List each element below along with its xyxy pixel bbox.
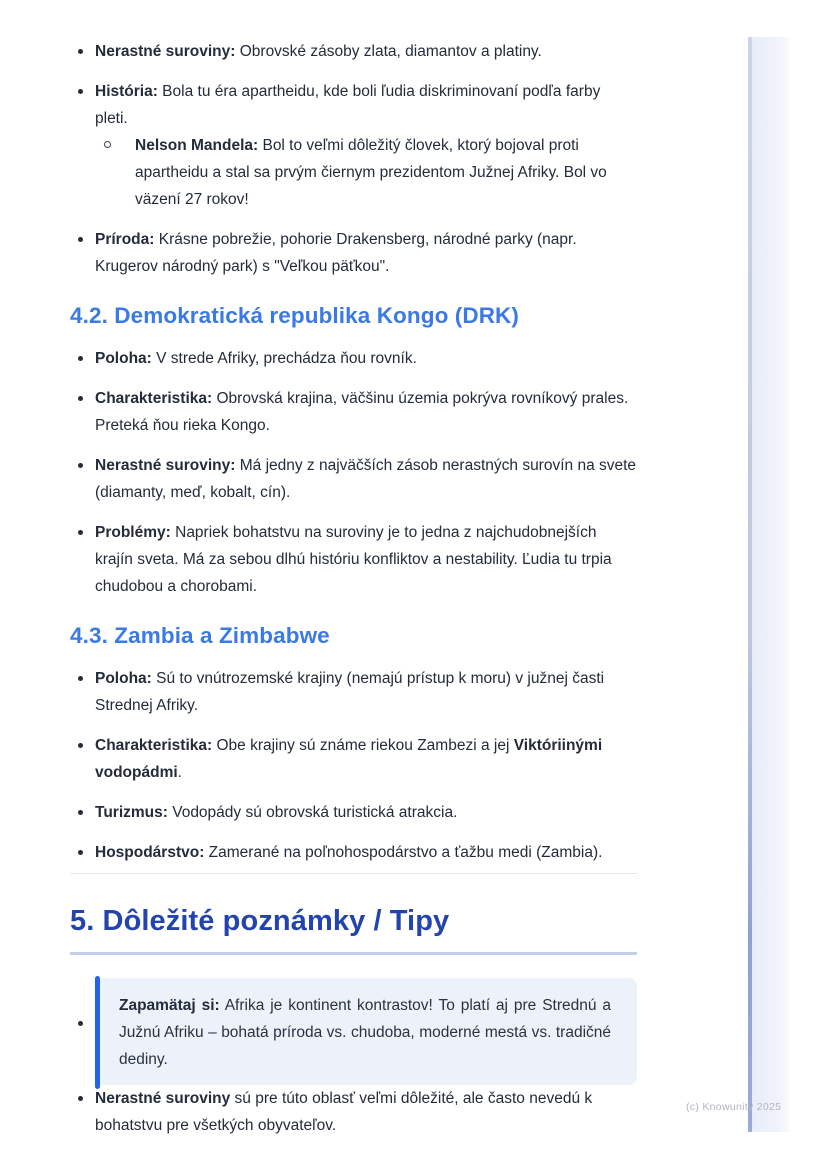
bold-label: Príroda:: [95, 231, 155, 248]
bullet-icon: [78, 463, 83, 468]
callout-accent-bar: [95, 976, 100, 1089]
text-run: Afrika je kontinent kontrastov! To platí aj pre Strednú a Južnú Afriku – bohatá príroda vs. chudoba, moderné mestá vs. tradičné dediny.: [119, 997, 611, 1068]
list-item-text: [95, 732, 637, 786]
bullet-list: [70, 38, 637, 280]
bullet-list: [70, 1085, 637, 1139]
bold-label: Problémy:: [95, 524, 171, 541]
callout-box: [95, 978, 637, 1085]
bullet-marker: [78, 226, 95, 242]
list-item: [70, 799, 637, 826]
list-item: [70, 665, 637, 719]
bullet-marker: [78, 78, 95, 94]
text-run: Krásne pobrežie, pohorie Drakensberg, národné parky (napr. Krugerov národný park) s "Veľkou päťkou".: [95, 231, 577, 275]
circle-bullet-icon: [104, 141, 111, 148]
list-item-text: [95, 452, 637, 506]
page-content: [70, 38, 637, 1139]
list-item-text: [95, 839, 637, 866]
list-item-text: [95, 385, 637, 439]
bold-label: Nelson Mandela:: [135, 137, 259, 154]
divider: [70, 873, 637, 874]
bullet-marker: [78, 1010, 95, 1026]
bullet-icon: [78, 89, 83, 94]
list-item-text: [95, 519, 637, 600]
bullet-marker: [78, 452, 95, 468]
sub-bullet-marker: [104, 132, 135, 148]
bullet-marker: [78, 799, 95, 815]
text-run: V strede Afriky, prechádza ňou rovník.: [151, 350, 417, 367]
bold-label: Poloha:: [95, 670, 152, 687]
section-heading: 4.3. Zambia a Zimbabwe: [70, 623, 330, 648]
list-item-text: [95, 38, 637, 65]
list-item: [70, 732, 637, 786]
text-run: Bola tu éra apartheidu, kde boli ľudia diskriminovaní podľa farby pleti.: [95, 83, 601, 127]
bullet-marker: [78, 519, 95, 535]
watermark: (c) Knowunity 2025: [686, 1101, 782, 1113]
bullet-icon: [78, 396, 83, 401]
bullet-marker: [78, 345, 95, 361]
text-run: Obe krajiny sú známe riekou Zambezi a jej: [212, 737, 514, 754]
text-run: Má jedny z najväčších zásob nerastných surovín na svete (diamanty, meď, kobalt, cín).: [95, 457, 637, 501]
section-heading: 4.2. Demokratická republika Kongo (DRK): [70, 303, 519, 328]
list-item: [70, 452, 637, 506]
text-run: Vodopády sú obrovská turistická atrakcia.: [167, 804, 458, 821]
text-run: Napriek bohatstvu na suroviny je to jedna z najchudobnejších krajín sveta. Má za sebou dlhú históriu konfliktov a nestability. Ľudia tu trpia chudobou a chorobami.: [95, 524, 612, 595]
chapter-heading: 5. Dôležité poznámky / Tipy: [70, 903, 637, 955]
bold-label: Nerastné suroviny: [95, 1090, 231, 1107]
text-run: Zamerané na poľnohospodárstvo a ťažbu medi (Zambia).: [204, 844, 603, 861]
bullet-icon: [78, 1021, 83, 1026]
bullet-icon: [78, 810, 83, 815]
bullet-marker: [78, 732, 95, 748]
bold-label: Charakteristika:: [95, 390, 213, 407]
list-item-text: [95, 799, 637, 826]
sub-bullet-list: [95, 132, 637, 213]
bullet-icon: [78, 1096, 83, 1101]
list-item-text: [95, 226, 637, 280]
bullet-icon: [78, 237, 83, 242]
bold-label: Hospodárstvo:: [95, 844, 205, 861]
callout-row: [70, 978, 637, 1085]
bullet-marker: [78, 38, 95, 54]
list-item-text: [95, 665, 637, 719]
bold-label: Charakteristika:: [95, 737, 213, 754]
bullet-marker: [78, 665, 95, 681]
list-item: [70, 839, 637, 866]
bold-label: História:: [95, 83, 158, 100]
text-run: sú pre túto oblasť veľmi dôležité, ale často nevedú k bohatstvu pre všetkých obyvateľov.: [95, 1090, 593, 1134]
text-run: Sú to vnútrozemské krajiny (nemajú prístup k moru) v južnej časti Strednej Afriky.: [95, 670, 605, 714]
list-item: [70, 345, 637, 372]
list-item: [70, 38, 637, 65]
list-item-text: [95, 78, 637, 213]
bullet-marker: [78, 385, 95, 401]
bold-label: Viktóriinými vodopádmi: [95, 737, 603, 781]
text-run: Obrovská krajina, väčšinu územia pokrýva rovníkový prales. Preteká ňou rieka Kongo.: [95, 390, 629, 434]
text-run: Bol to veľmi dôležitý človek, ktorý bojoval proti apartheidu a stal sa prvým čiernym prezidentom Južnej Afriky. Bol vo väzení 27 rokov!: [135, 137, 607, 208]
list-item: [70, 226, 637, 280]
list-item-text: [95, 1085, 637, 1139]
list-item: [70, 385, 637, 439]
bullet-icon: [78, 743, 83, 748]
list-item-text: [95, 345, 637, 372]
bold-label: Nerastné suroviny:: [95, 457, 236, 474]
next-page-edge: [752, 37, 789, 1132]
bullet-icon: [78, 356, 83, 361]
bullet-list: [70, 665, 637, 866]
bullet-marker: [78, 839, 95, 855]
bullet-icon: [78, 530, 83, 535]
bold-label: Poloha:: [95, 350, 152, 367]
list-item: [70, 1085, 637, 1139]
bullet-icon: [78, 850, 83, 855]
bullet-list: [70, 345, 637, 600]
bullet-icon: [78, 49, 83, 54]
list-item: [70, 78, 637, 213]
bold-label: Turizmus:: [95, 804, 168, 821]
bold-label: Zapamätaj si:: [119, 997, 220, 1014]
text-run: .: [177, 764, 182, 781]
sub-list-item-text: [135, 132, 637, 213]
sub-list-item: [95, 132, 637, 213]
text-run: Obrovské zásoby zlata, diamantov a platiny.: [235, 43, 542, 60]
bullet-icon: [78, 676, 83, 681]
bullet-marker: [78, 1085, 95, 1101]
list-item: [70, 519, 637, 600]
bold-label: Nerastné suroviny:: [95, 43, 236, 60]
